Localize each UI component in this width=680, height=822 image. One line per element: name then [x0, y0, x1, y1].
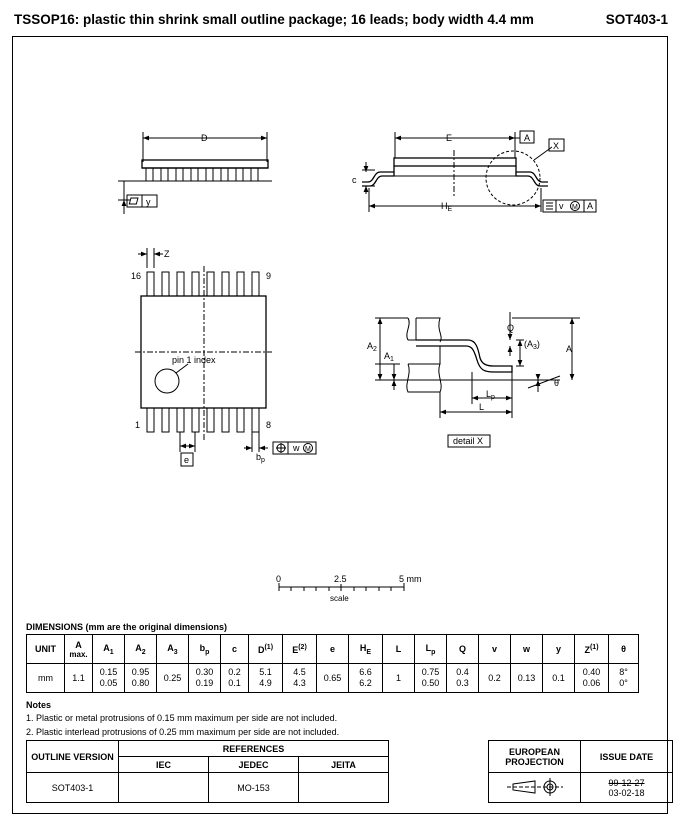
- dim-value-cell: [65, 664, 93, 693]
- dim-header-cell: [283, 635, 317, 664]
- dim-header-cell: [575, 635, 609, 664]
- side-view-d: [118, 132, 272, 214]
- dim-header-symbol: A: [75, 639, 82, 650]
- dim-header-symbol: y: [555, 644, 561, 654]
- dim-value: 0.13: [517, 672, 536, 683]
- label-pin-1: 1: [135, 420, 141, 430]
- dim-value: 0.95: [131, 667, 150, 677]
- european-projection-header: EUROPEAN PROJECTION: [489, 741, 581, 773]
- dim-value: 6.6: [359, 667, 372, 677]
- outline-version-header: OUTLINE VERSION: [27, 741, 119, 773]
- dim-value-cell: [349, 664, 383, 693]
- dim-header-superscript: (1): [589, 643, 599, 651]
- dim-value-cell: [125, 664, 157, 693]
- dim-value-cell: [157, 664, 189, 693]
- dim-value: 5.1: [259, 667, 272, 677]
- label-a1: $A_1$: [384, 351, 394, 363]
- dim-header-symbol: A: [167, 642, 174, 653]
- dim-value-cell: [479, 664, 511, 693]
- dimensions-value-row: [27, 664, 639, 693]
- dim-header-subscript: 1: [109, 648, 114, 656]
- dim-value-cell: [93, 664, 125, 693]
- dim-value: 4.5: [293, 667, 306, 677]
- dim-value: 4.3: [293, 678, 306, 688]
- dim-value: 0.05: [99, 678, 118, 688]
- dim-header-symbol: Q: [458, 644, 466, 654]
- dim-value: 1: [395, 672, 401, 683]
- side-view-e: [362, 131, 596, 212]
- label-d: D: [201, 133, 208, 143]
- dim-header-symbol: L: [395, 644, 402, 654]
- dim-header-subscript: p: [205, 648, 210, 656]
- dim-value: 0.30: [195, 667, 214, 677]
- dim-header-cell: [415, 635, 447, 664]
- dim-header-cell: [27, 635, 65, 664]
- dim-header-cell: [349, 635, 383, 664]
- iec-header: IEC: [119, 757, 209, 773]
- label-pin-1-index: pin 1 index: [172, 355, 216, 365]
- scale-label: scale: [330, 594, 349, 603]
- dim-header-subscript: 2: [141, 648, 146, 656]
- dim-value-cell: [221, 664, 249, 693]
- references-table: [26, 740, 673, 803]
- label-detail-x: detail X: [453, 436, 484, 446]
- dim-value-cell: [511, 664, 543, 693]
- dim-value: 0.80: [131, 678, 150, 688]
- dim-value: 4.9: [259, 678, 272, 688]
- dim-header-symbol: A: [135, 642, 142, 653]
- label-e-pitch: e: [184, 455, 190, 465]
- dim-header-subscript: p: [431, 648, 436, 656]
- dimensions-header-row: [27, 635, 639, 664]
- dim-header-symbol: H: [359, 642, 367, 653]
- dim-value-cell: [447, 664, 479, 693]
- package-code: SOT403-1: [605, 12, 668, 27]
- dim-header-subscript: E: [366, 648, 372, 656]
- dim-header-symbol: A: [103, 642, 110, 653]
- label-a: A: [566, 344, 573, 354]
- note-1: 1. Plastic or metal protrusions of 0.15 mm maximum per side are not included.: [26, 713, 338, 723]
- dim-header-cell: [249, 635, 283, 664]
- dim-header-cell: [317, 635, 349, 664]
- dim-header-subscript: 3: [173, 648, 178, 656]
- label-datum-a-2: A: [587, 201, 594, 211]
- dim-header-cell: [543, 635, 575, 664]
- dim-header-symbol: θ: [621, 644, 626, 654]
- dim-value-cell: [415, 664, 447, 693]
- dim-header-superscript: (2): [298, 643, 307, 651]
- jedec-header: JEDEC: [209, 757, 299, 773]
- dim-value-cell: [249, 664, 283, 693]
- dim-value-cell: [27, 664, 65, 693]
- detail-x-view: [375, 312, 580, 447]
- issue-date-value: [581, 773, 673, 803]
- dim-header-symbol: c: [231, 644, 237, 654]
- dim-header-cell: [189, 635, 221, 664]
- dim-value-cell: [609, 664, 639, 693]
- outline-version-value: SOT403-1: [27, 773, 119, 803]
- label-y: y: [146, 197, 151, 207]
- label-x: X: [553, 141, 560, 151]
- dim-value: 0.50: [421, 678, 440, 688]
- scale-tick-0: 0: [276, 574, 282, 584]
- gap-cell-3: [389, 773, 489, 803]
- label-l: L: [479, 402, 485, 412]
- label-m-2: M: [305, 446, 311, 453]
- label-pin-9: 9: [266, 271, 272, 281]
- dim-value: 0.15: [99, 667, 118, 677]
- dim-value: 0.19: [195, 678, 214, 688]
- note-2: 2. Plastic interlead protrusions of 0.25 mm maximum per side are not included.: [26, 727, 340, 737]
- dim-value-cell: [283, 664, 317, 693]
- scale-bar: [279, 583, 404, 591]
- label-theta: θ: [554, 378, 560, 388]
- dim-value: 0.3: [456, 678, 469, 688]
- dim-value: 0.65: [323, 672, 342, 683]
- dim-value: 1.1: [72, 672, 85, 683]
- dim-header-symbol: v: [491, 644, 497, 654]
- dim-header-symbol: w: [522, 644, 530, 654]
- label-a3: $(A_3)$: [524, 339, 540, 351]
- dim-value: 0.4: [456, 667, 469, 677]
- scale-tick-5: 5 mm: [399, 574, 422, 584]
- jeita-value: [299, 773, 389, 803]
- label-bp: $b_p$: [256, 452, 265, 464]
- dim-value-cell: [575, 664, 609, 693]
- dim-value: 0.06: [582, 678, 601, 688]
- dim-value: 0.40: [582, 667, 601, 677]
- scale-tick-2-5: 2.5: [334, 574, 347, 584]
- jedec-value: MO-153: [209, 773, 299, 803]
- dim-header-symbol: L: [425, 642, 432, 653]
- dimensions-table: [26, 634, 639, 693]
- dim-value: 8°: [619, 667, 628, 677]
- dim-header-qualifier: max.: [69, 649, 88, 659]
- dim-value-cell: [383, 664, 415, 693]
- issue-date-new: 03-02-18: [608, 787, 645, 798]
- label-q: Q: [507, 323, 515, 333]
- dim-header-cell: [221, 635, 249, 664]
- iec-value: [119, 773, 209, 803]
- dim-header-cell: [125, 635, 157, 664]
- dim-header-superscript: (1): [264, 643, 274, 651]
- dim-header-cell: [383, 635, 415, 664]
- dim-value: 6.2: [359, 678, 372, 688]
- dim-value-cell: [543, 664, 575, 693]
- dim-value: 0.1: [552, 672, 565, 683]
- label-w: w: [293, 443, 300, 453]
- label-e: E: [446, 133, 453, 143]
- label-v: v: [559, 201, 564, 211]
- references-header: REFERENCES: [119, 741, 389, 757]
- dim-value-cell: [317, 664, 349, 693]
- dim-header-cell: [479, 635, 511, 664]
- dim-value: 0.75: [421, 667, 440, 677]
- label-he: $H_E$: [441, 201, 453, 213]
- label-z: Z: [164, 249, 170, 259]
- dim-header-symbol: UNIT: [35, 644, 56, 654]
- gap-cell-2: [389, 757, 489, 773]
- dim-header-cell: [609, 635, 639, 664]
- dim-header-symbol: Z: [584, 644, 590, 655]
- label-a2: $A_2$: [367, 341, 377, 353]
- dim-value: 0.2: [488, 672, 501, 683]
- issue-date-header: ISSUE DATE: [581, 741, 673, 773]
- label-m-1: M: [572, 204, 578, 211]
- label-pin-16: 16: [131, 271, 142, 281]
- dim-value: 0.25: [163, 672, 182, 683]
- dim-header-cell: [93, 635, 125, 664]
- dim-value: 0°: [619, 678, 628, 688]
- dim-header-symbol: D: [257, 644, 265, 655]
- dim-header-symbol: b: [199, 642, 206, 653]
- jeita-header: JEITA: [299, 757, 389, 773]
- notes-heading: Notes: [26, 700, 52, 710]
- issue-date-old: 99-12-27: [608, 777, 645, 788]
- gap-cell: [389, 741, 489, 757]
- label-c: c: [352, 175, 357, 185]
- dimensions-heading: DIMENSIONS (mm are the original dimensions): [26, 622, 228, 632]
- dim-value: 0.2: [228, 667, 241, 677]
- dim-value: 0.1: [228, 678, 241, 688]
- dim-header-cell: [157, 635, 189, 664]
- label-datum-a: A: [524, 133, 531, 143]
- dim-value-cell: [189, 664, 221, 693]
- dim-value: mm: [38, 672, 53, 683]
- dim-header-cell: [65, 635, 93, 664]
- projection-symbol-icon: [505, 776, 565, 798]
- dim-header-cell: [511, 635, 543, 664]
- projection-symbol: [489, 773, 581, 803]
- label-lp: $L_p$: [486, 389, 495, 401]
- page-title: TSSOP16: plastic thin shrink small outline package; 16 leads; body width 4.4 mm: [14, 12, 534, 27]
- top-view: [135, 248, 316, 466]
- label-pin-8: 8: [266, 420, 272, 430]
- dim-header-cell: [447, 635, 479, 664]
- dim-header-symbol: E: [292, 644, 299, 655]
- dim-header-symbol: e: [329, 644, 335, 654]
